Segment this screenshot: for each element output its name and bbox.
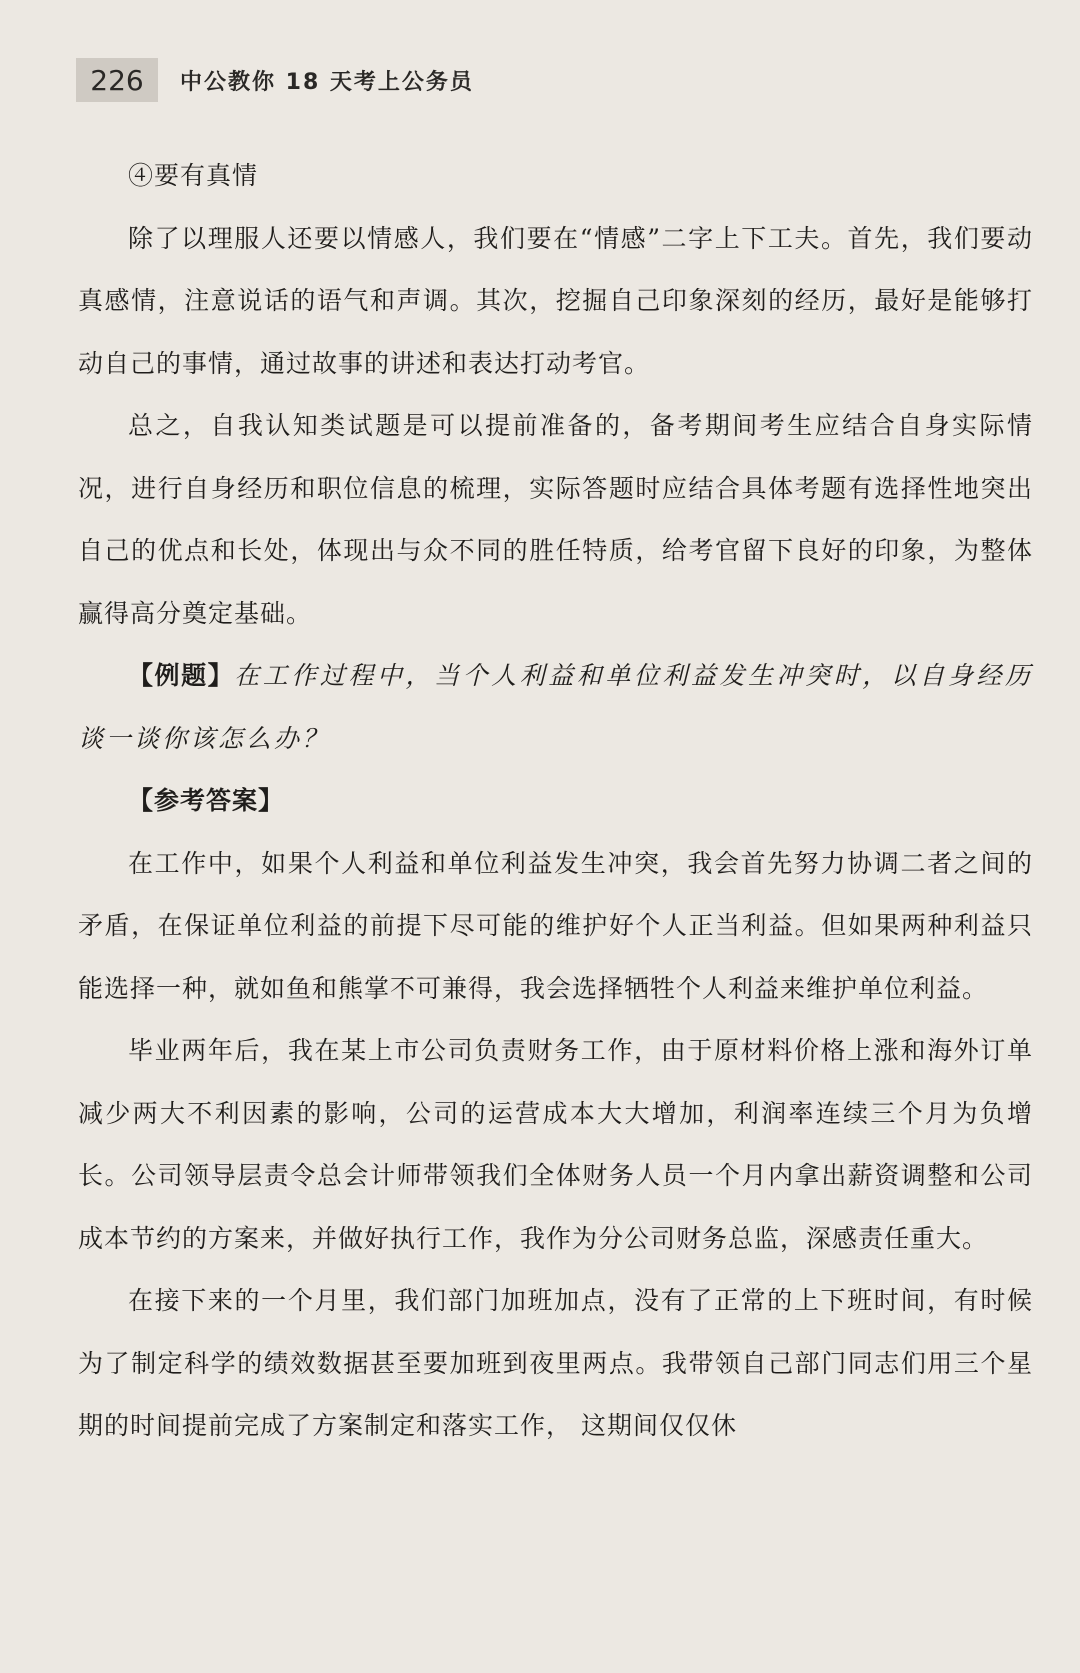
paragraph: 毕业两年后，我在某上市公司负责财务工作，由于原材料价格上涨和海外订单减少两大不利因素的影响，公司的运营成本大大增加，利润率连续三个月为负增长。公司领导层责令总会计师带领我们全体财务人员一个月内拿出薪资调整和公司成本节约的方案来，并做好执行工作，我作为分公司财务总监，深感责任重大。 bbox=[78, 1036, 1033, 1253]
book-title: 中公教你 18 天考上公务员 bbox=[180, 69, 474, 95]
paragraph: 总之，自我认知类试题是可以提前准备的，备考期间考生应结合自身实际情况，进行自身经历和职位信息的梳理，实际答题时应结合具体考题有选择性地突出自己的优点和长处，体现出与众不同的胜任特质，给考官留下良好的印象，为整体赢得高分奠定基础。 bbox=[78, 411, 1033, 628]
body-text bbox=[78, 145, 1033, 1458]
paragraph: 在接下来的一个月里，我们部门加班加点，没有了正常的上下班时间，有时候为了制定科学的绩效数据甚至要加班到夜里两点。我带领自己部门同志们用三个星期的时间提前完成了方案制定和落实工作， 这期间仅仅休 bbox=[78, 1286, 1033, 1440]
running-head bbox=[76, 58, 474, 102]
example-label: 【例题】 bbox=[128, 661, 235, 690]
answer-label: 【参考答案】 bbox=[128, 786, 285, 815]
page-number: 226 bbox=[76, 58, 158, 102]
subheading: ④要有真情 bbox=[128, 161, 259, 190]
paragraph: 在工作中，如果个人利益和单位利益发生冲突，我会首先努力协调二者之间的矛盾，在保证单位利益的前提下尽可能的维护好个人正当利益。但如果两种利益只能选择一种，就如鱼和熊掌不可兼得，我会选择牺牲个人利益来维护单位利益。 bbox=[78, 848, 1033, 1003]
answer-heading bbox=[78, 770, 1033, 833]
example-text: 在工作过程中，当个人利益和单位利益发生冲突时，以自身经历谈一谈你该怎么办？ bbox=[78, 661, 1033, 753]
paragraph: 除了以理服人还要以情感人，我们要在“情感”二字上下工夫。首先，我们要动真感情，注意说话的语气和声调。其次，挖掘自己印象深刻的经历，最好是能够打动自己的事情，通过故事的讲述和表达打动考官。 bbox=[78, 223, 1033, 378]
example-question bbox=[78, 645, 1033, 770]
